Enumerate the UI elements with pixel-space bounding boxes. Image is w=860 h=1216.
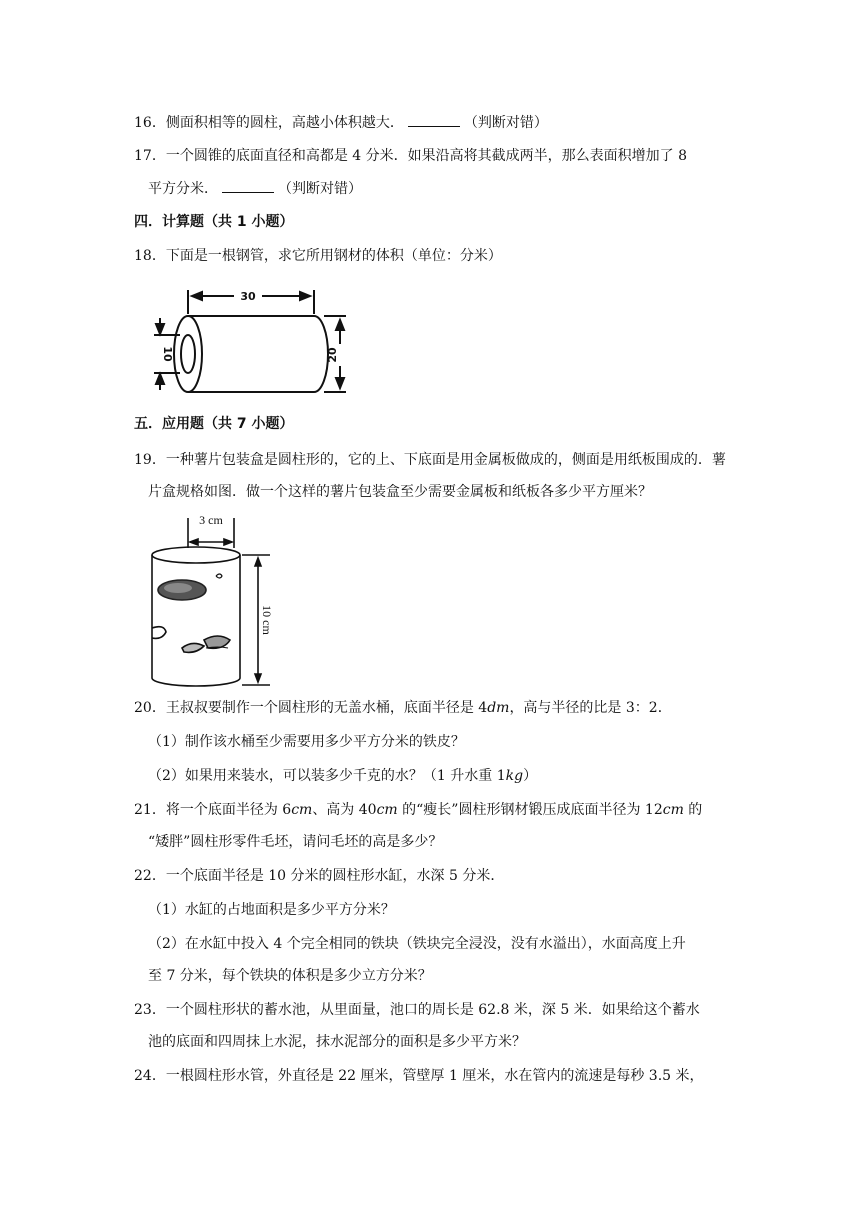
section-heading-calc: 四．计算题（共 1 小题） — [134, 214, 294, 230]
question-number: 17． — [134, 148, 166, 164]
question-text: 一个圆锥的底面直径和高都是 4 分米．如果沿高将其截成两半，那么表面积增加了 8 — [165, 148, 687, 164]
unit: dm — [487, 700, 510, 716]
question-17-line2 — [148, 178, 748, 199]
steel-pipe-figure — [150, 282, 350, 398]
question-20 — [134, 698, 734, 718]
canister-radius-label: 3 cm — [199, 513, 223, 527]
question-number: 22． — [134, 868, 166, 884]
question-text: 王叔叔要制作一个圆柱形的无盖水桶，底面半径是 4 — [165, 700, 488, 716]
question-22-sub2: （2）在水缸中投入 4 个完全相同的铁块（铁块完全浸没，没有水溢出），水面高度上升 — [148, 936, 686, 952]
question-text: 一个圆柱形状的蓄水池，从里面量，池口的周长是 62.8 米，深 5 米．如果给这个蓄水 — [165, 1002, 700, 1018]
question-23 — [134, 1000, 734, 1020]
question-18 — [134, 246, 734, 266]
question-hint: （判断对错） — [463, 115, 548, 131]
unit: cm — [376, 802, 398, 818]
unit: cm — [662, 802, 684, 818]
question-number: 20． — [134, 700, 166, 716]
question-text: 平方分米． — [148, 181, 218, 197]
answer-blank[interactable] — [408, 112, 460, 127]
question-hint: （判断对错） — [278, 181, 362, 197]
question-16 — [134, 112, 734, 133]
chip-canister-figure — [146, 508, 276, 688]
section-heading-application: 五．应用题（共 7 小题） — [134, 416, 294, 432]
question-21-line2: “矮胖”圆柱形零件毛坯，请问毛坯的高是多少？ — [148, 834, 443, 850]
question-text: ，高与半径的比是 3：2． — [509, 700, 672, 716]
pipe-length-label: 30 — [240, 290, 256, 303]
question-23-line2: 池的底面和四周抹上水泥，抹水泥部分的面积是多少平方米？ — [148, 1034, 526, 1050]
question-text: 一根圆柱形水管，外直径是 22 厘米，管壁厚 1 厘米，水在管内的流速是每秒 3.5 米， — [165, 1068, 704, 1084]
question-text: 的“瘦长”圆柱形钢材锻压成底面半径为 12 — [397, 802, 663, 818]
question-22-sub1: （1）水缸的占地面积是多少平方分米？ — [148, 902, 395, 918]
question-19 — [134, 450, 734, 470]
question-number: 19． — [134, 452, 166, 468]
question-text: 一个底面半径是 10 分米的圆柱形水缸，水深 5 分米． — [165, 868, 505, 884]
question-19-line2: 片盒规格如图．做一个这样的薯片包装盒至少需要金属板和纸板各多少平方厘米？ — [148, 484, 652, 500]
question-number: 16． — [134, 115, 166, 131]
question-20-sub2 — [148, 766, 748, 786]
answer-blank[interactable] — [222, 178, 274, 193]
question-17 — [134, 146, 734, 166]
canister-height-label: 10 cm — [260, 605, 274, 635]
question-text: 一种薯片包装盒是圆柱形的，它的上、下底面是用金属板做成的，侧面是用纸板围成的．薯 — [165, 452, 726, 468]
pipe-outer-diameter-label: 20 — [326, 347, 339, 363]
question-text: （2）如果用来装水，可以装多少千克的水？（1 升水重 1 — [148, 768, 506, 784]
question-text: 下面是一根钢管，求它所用钢材的体积（单位：分米） — [165, 248, 502, 264]
pipe-inner-diameter-label: 10 — [161, 346, 174, 362]
question-22-sub2-line2: 至 7 分米，每个铁块的体积是多少立方分米？ — [148, 968, 432, 984]
question-20-sub1: （1）制作该水桶至少需要用多少平方分米的铁皮？ — [148, 734, 465, 750]
unit: cm — [291, 802, 313, 818]
question-text: ） — [523, 768, 538, 784]
question-22 — [134, 866, 734, 886]
question-number: 21． — [134, 802, 166, 818]
question-text: 的 — [683, 802, 703, 818]
question-24 — [134, 1066, 734, 1086]
question-number: 24． — [134, 1068, 166, 1084]
question-number: 23． — [134, 1002, 166, 1018]
unit: kg — [505, 768, 524, 784]
question-text: 侧面积相等的圆柱，高越小体积越大． — [165, 115, 404, 131]
question-21 — [134, 800, 734, 820]
question-text: 将一个底面半径为 6 — [165, 802, 292, 818]
question-text: 、高为 40 — [312, 802, 377, 818]
question-number: 18． — [134, 248, 166, 264]
